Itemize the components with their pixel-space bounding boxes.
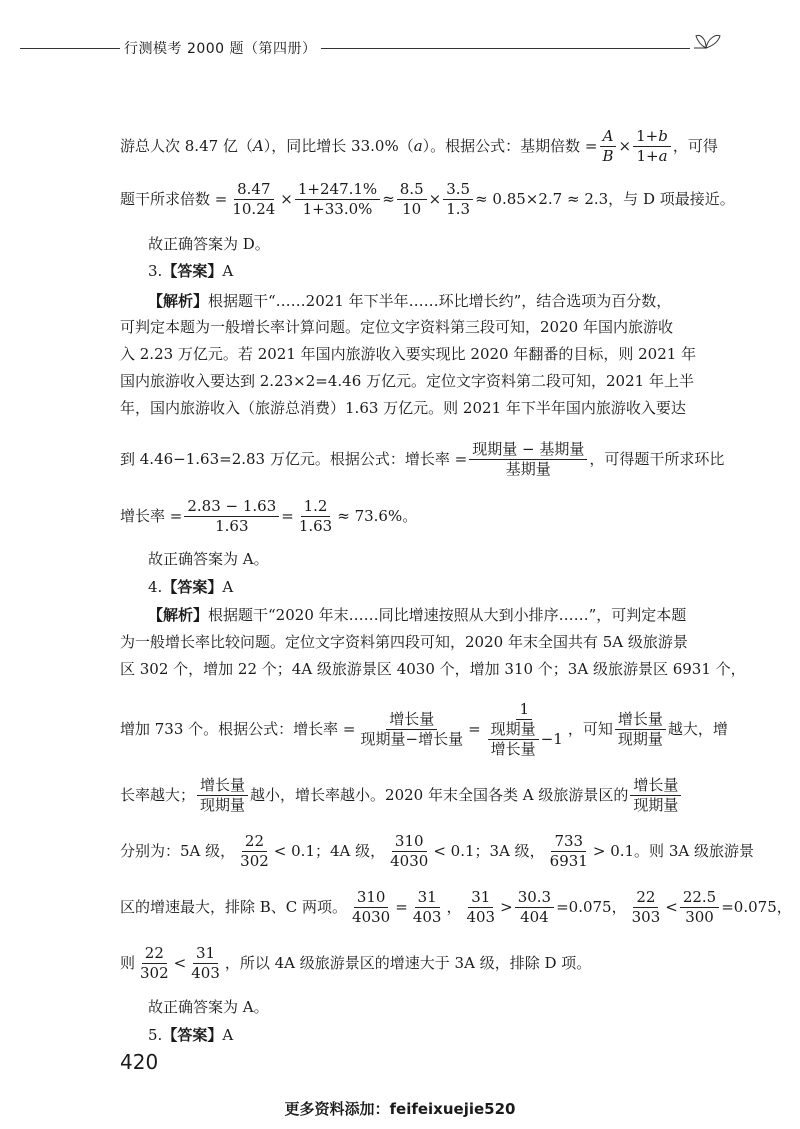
footer-note: 更多资料添加：feifeixuejie520 xyxy=(284,1100,516,1118)
text-line: 增长率 = $\frac{2.83 - 1.63}{1.63}$ = $\frac{1.2}{1.63}$ ≈ 73.6%。 xyxy=(120,497,418,535)
fraction: $\frac{1+b}{1+a}$ xyxy=(633,127,671,166)
text-line: 区的增速最大，排除 B、C 两项。 $\frac{310}{4030}$ = $\frac{31}{403}$ ， $\frac{31}{403}$ > $\frac{30.3}{404}$ =0.075， $\frac{22}{303}$ < $\frac{22.5}{300}$ =0.075， xyxy=(120,888,792,926)
header-title: 行测模考 2000 题（第四册） xyxy=(120,38,321,58)
fraction: $\frac{2.83 - 1.63}{1.63}$ xyxy=(184,497,279,536)
fraction: $\frac{310}{4030}$ xyxy=(352,888,391,926)
fraction: $\frac{31}{403}$ xyxy=(466,888,496,926)
text-line: 长率越大； $\frac{\text{增长量}}{\text{现期量}}$ 越小，增长率越小。2020 年末全国各类 A 级旅游景区的 $\frac{\text{增长量}}{\text{现期量}}$ xyxy=(120,776,716,815)
fraction: $\frac{\text{现期量 − 基期量}}{\text{基期量}}$ xyxy=(469,440,587,479)
question-5-answer: 5.【答案】A xyxy=(148,1026,234,1044)
fraction: $\frac{22}{303}$ xyxy=(631,888,661,926)
fraction: $\frac{733}{6931}$ xyxy=(549,832,588,870)
text-line: 则 $\frac{22}{302}$ < $\frac{31}{403}$ ，所以 4A 级旅游景区的增速大于 3A 级，排除 D 项。 xyxy=(120,944,592,982)
text-line: 年，国内旅游收入（旅游总消费）1.63 万亿元。则 2021 年下半年国内旅游收入要达 xyxy=(120,399,686,417)
sprout-icon xyxy=(690,28,730,62)
fraction: $\frac{8.47}{10.24}$ xyxy=(232,180,276,218)
text-line: 可判定本题为一般增长率计算问题。定位文字资料第三段可知，2020 年国内旅游收 xyxy=(120,318,673,336)
answer-statement: 故正确答案为 D。 xyxy=(148,235,270,253)
fraction: $\frac{30.3}{404}$ xyxy=(515,888,554,927)
text-line: 【解析】根据题干“2020 年末……同比增速按照从大到小排序……”，可判定本题 xyxy=(148,606,687,624)
fraction: $\frac{\text{增长量}}{\text{现期量}}$ xyxy=(615,710,666,749)
header-rule-right xyxy=(300,48,690,49)
text-line: 题干所求倍数 = $\frac{8.47}{10.24}$ × $\frac{1+247.1\%}{1+33.0\%}$ ≈ $\frac{8.5}{10}$ × $\frac{3.5}{1.3}$ ≈ 0.85×2.7 ≈ 2.3，与 D 项最接近。 xyxy=(120,180,735,218)
fraction: $\frac{1+247.1\%}{1+33.0\%}$ xyxy=(295,180,380,219)
header-rule-left xyxy=(20,48,120,49)
text-line: 区 302 个，增加 22 个；4A 级旅游景区 4030 个，增加 310 个；3A 级旅游景区 6931 个， xyxy=(120,660,746,678)
fraction: $\frac{310}{4030}$ xyxy=(390,832,429,870)
text-line: 为一般增长率比较问题。定位文字资料第四段可知，2020 年末全国共有 5A 级旅游景 xyxy=(120,633,688,651)
text-line: 入 2.23 万亿元。若 2021 年国内旅游收入要实现比 2020 年翻番的目标，则 2021 年 xyxy=(120,345,697,363)
page-number: 420 xyxy=(120,1050,159,1074)
fraction: $\frac{3.5}{1.3}$ xyxy=(443,180,473,219)
fraction: $\frac{31}{403}$ xyxy=(412,888,442,926)
fraction: $\frac{\text{增长量}}{\text{现期量}}$ xyxy=(197,776,248,815)
fraction: $\frac{A}{B}$ xyxy=(600,127,617,166)
answer-statement: 故正确答案为 A。 xyxy=(148,550,269,568)
text-line: 分别为：5A 级， $\frac{22}{302}$ < 0.1；4A 级， $\frac{310}{4030}$ < 0.1；3A 级， $\frac{733}{6931}$ > 0.1。则 3A 级旅游景 xyxy=(120,832,754,870)
text-line: 国内旅游收入要达到 2.23×2=4.46 万亿元。定位文字资料第二段可知，2021 年上半 xyxy=(120,372,694,390)
nested-fraction: 1 $\frac{\text{现期量}}{\text{增长量}}$ −1 xyxy=(483,700,566,758)
fraction: $\frac{22.5}{300}$ xyxy=(680,888,719,927)
question-3-answer: 3.【答案】A xyxy=(148,262,234,280)
text-line: 游总人次 8.47 亿（ A ），同比增长 33.0%（ a ）。根据公式：基期倍数 = $\frac{A}{B}$ × $\frac{1+b}{1+a}$ ，可得 xyxy=(120,127,718,165)
fraction: $\frac{\text{增长量}}{\text{现期量−增长量}}$ xyxy=(360,709,464,748)
fraction: $\frac{\text{现期量}}{\text{增长量}}$ xyxy=(488,720,539,759)
answer-statement: 故正确答案为 A。 xyxy=(148,998,269,1016)
fraction: $\frac{22}{302}$ xyxy=(240,832,269,870)
fraction: $\frac{\text{增长量}}{\text{现期量}}$ xyxy=(630,776,681,815)
text-line: 【解析】根据题干“……2021 年下半年……环比增长约”，结合选项为百分数， xyxy=(148,292,672,310)
text-line: 增加 733 个。根据公式：增长率 = $\frac{\text{增长量}}{\text{现期量−增长量}}$ = 1 $\frac{\text{现期量}}{\text{增长量}}$ −1 ，可知 $\frac{\text{增长量}}{\text{现期量}}$ 越大，增 xyxy=(120,700,728,758)
fraction: $\frac{22}{302}$ xyxy=(140,944,169,982)
question-4-answer: 4.【答案】A xyxy=(148,578,234,596)
text-line: 到 4.46−1.63=2.83 万亿元。根据公式：增长率 = $\frac{\text{现期量 − 基期量}}{\text{基期量}}$ ，可得题干所求环比 xyxy=(120,440,725,478)
fraction: $\frac{31}{403}$ xyxy=(191,944,220,982)
fraction: $\frac{8.5}{10}$ xyxy=(397,180,427,219)
fraction: $\frac{1.2}{1.63}$ xyxy=(298,497,333,535)
